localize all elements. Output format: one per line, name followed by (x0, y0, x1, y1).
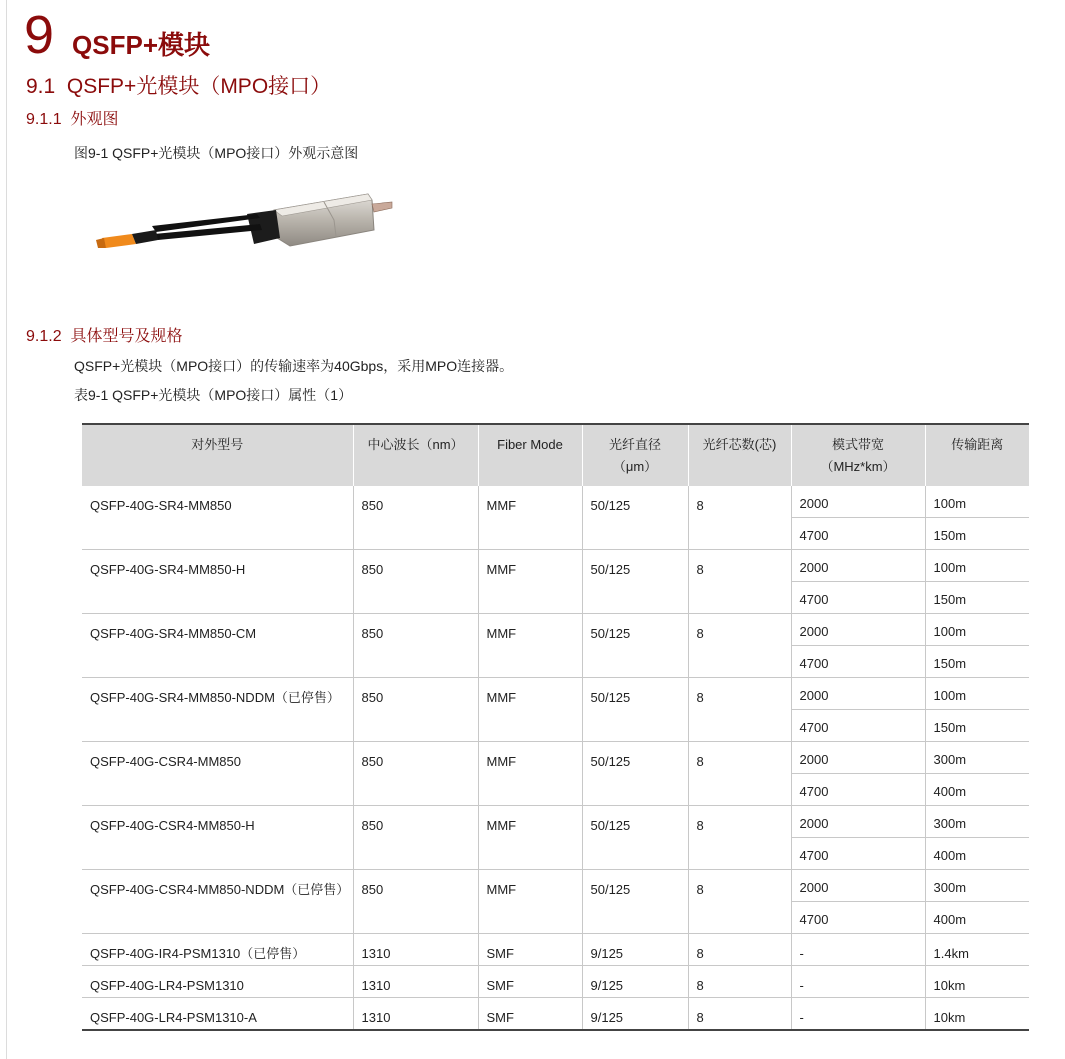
cell-model: QSFP-40G-SR4-MM850-CM (82, 614, 353, 678)
cell-model: QSFP-40G-SR4-MM850-NDDM（已停售） (82, 678, 353, 742)
cell-distance: 100m (925, 678, 1029, 710)
cell-distance: 300m (925, 742, 1029, 774)
cell-wavelength: 850 (353, 806, 478, 870)
cell-wavelength: 850 (353, 678, 478, 742)
cell-distance: 100m (925, 486, 1029, 518)
cell-distance: 150m (925, 582, 1029, 614)
cell-fiber-cores: 8 (688, 806, 791, 870)
table-caption: 表9-1 QSFP+光模块（MPO接口）属性（1） (74, 387, 353, 403)
cell-fiber-mode: SMF (478, 966, 582, 998)
spec-paragraph: QSFP+光模块（MPO接口）的传输速率为40Gbps，采用MPO连接器。 (74, 358, 514, 374)
cell-wavelength: 1310 (353, 966, 478, 998)
subsection-title: 具体型号及规格 (70, 328, 183, 345)
cell-model: QSFP-40G-IR4-PSM1310（已停售） (82, 934, 353, 966)
header-fiber-cores: 光纤芯数(芯) (688, 424, 791, 486)
cell-fiber-diameter: 9/125 (582, 966, 688, 998)
cell-wavelength: 1310 (353, 998, 478, 1031)
subsection-heading-specs (26, 323, 183, 346)
cell-fiber-mode: MMF (478, 742, 582, 806)
chapter-title: QSFP+模块 (72, 30, 211, 60)
cell-fiber-cores: 8 (688, 966, 791, 998)
cell-wavelength: 850 (353, 614, 478, 678)
left-margin-rule (6, 0, 7, 1059)
table-row (82, 966, 1029, 998)
header-wavelength: 中心波长（nm） (353, 424, 478, 486)
cell-fiber-diameter: 50/125 (582, 550, 688, 614)
spec-table (82, 423, 1029, 1031)
cell-wavelength: 1310 (353, 934, 478, 966)
cell-modal-bandwidth: 2000 (791, 806, 925, 838)
qsfp-module-image (92, 186, 402, 266)
cell-distance: 100m (925, 614, 1029, 646)
cell-distance: 300m (925, 870, 1029, 902)
table-row (82, 998, 1029, 1031)
table-row (82, 486, 1029, 518)
cell-fiber-diameter: 50/125 (582, 486, 688, 550)
cell-modal-bandwidth: 4700 (791, 582, 925, 614)
header-distance: 传输距离 (925, 424, 1029, 486)
cell-modal-bandwidth: 2000 (791, 614, 925, 646)
cell-fiber-cores: 8 (688, 742, 791, 806)
table-body (82, 486, 1029, 1030)
cell-modal-bandwidth: - (791, 966, 925, 998)
cell-fiber-cores: 8 (688, 678, 791, 742)
cell-modal-bandwidth: 2000 (791, 870, 925, 902)
cell-model: QSFP-40G-LR4-PSM1310 (82, 966, 353, 998)
header-model: 对外型号 (82, 424, 353, 486)
cell-fiber-mode: SMF (478, 934, 582, 966)
cell-fiber-diameter: 50/125 (582, 742, 688, 806)
cell-fiber-diameter: 50/125 (582, 678, 688, 742)
cell-model: QSFP-40G-SR4-MM850 (82, 486, 353, 550)
header-fiber-diameter: 光纤直径（μm） (582, 424, 688, 486)
subsection-number: 9.1.2 (26, 328, 62, 345)
cell-distance: 400m (925, 838, 1029, 870)
cell-distance: 150m (925, 710, 1029, 742)
cell-model: QSFP-40G-CSR4-MM850-H (82, 806, 353, 870)
subsection-number: 9.1.1 (26, 111, 62, 128)
cell-distance: 10km (925, 998, 1029, 1031)
header-fiber-mode: Fiber Mode (478, 424, 582, 486)
cell-wavelength: 850 (353, 870, 478, 934)
table-row (82, 678, 1029, 710)
cell-fiber-mode: MMF (478, 550, 582, 614)
cell-fiber-mode: MMF (478, 486, 582, 550)
cell-modal-bandwidth: 4700 (791, 518, 925, 550)
table-row (82, 806, 1029, 838)
cell-modal-bandwidth: 4700 (791, 774, 925, 806)
table-row (82, 742, 1029, 774)
cell-wavelength: 850 (353, 486, 478, 550)
cell-distance: 400m (925, 902, 1029, 934)
table-row (82, 870, 1029, 902)
section-number: 9.1 (26, 75, 56, 98)
cell-distance: 400m (925, 774, 1029, 806)
cell-modal-bandwidth: 4700 (791, 902, 925, 934)
cell-fiber-mode: SMF (478, 998, 582, 1031)
cell-modal-bandwidth: 4700 (791, 710, 925, 742)
cell-model: QSFP-40G-CSR4-MM850 (82, 742, 353, 806)
cell-modal-bandwidth: 2000 (791, 486, 925, 518)
cell-fiber-cores: 8 (688, 486, 791, 550)
figure-caption: 图9-1 QSFP+光模块（MPO接口）外观示意图 (74, 145, 359, 161)
cell-wavelength: 850 (353, 742, 478, 806)
cell-modal-bandwidth: 2000 (791, 678, 925, 710)
cell-distance: 100m (925, 550, 1029, 582)
cell-fiber-cores: 8 (688, 934, 791, 966)
cell-distance: 150m (925, 518, 1029, 550)
cell-fiber-diameter: 9/125 (582, 934, 688, 966)
section-heading (26, 70, 331, 100)
cell-modal-bandwidth: 4700 (791, 838, 925, 870)
cell-distance: 150m (925, 646, 1029, 678)
cell-modal-bandwidth: - (791, 998, 925, 1031)
section-title: QSFP+光模块（MPO接口） (66, 75, 332, 98)
cell-modal-bandwidth: - (791, 934, 925, 966)
cell-modal-bandwidth: 2000 (791, 742, 925, 774)
cell-fiber-mode: MMF (478, 614, 582, 678)
cell-fiber-cores: 8 (688, 614, 791, 678)
cell-fiber-diameter: 50/125 (582, 614, 688, 678)
table-row (82, 934, 1029, 966)
cell-modal-bandwidth: 4700 (791, 646, 925, 678)
cell-model: QSFP-40G-LR4-PSM1310-A (82, 998, 353, 1031)
cell-fiber-cores: 8 (688, 998, 791, 1031)
chapter-heading (24, 2, 210, 68)
cell-fiber-diameter: 50/125 (582, 870, 688, 934)
cell-wavelength: 850 (353, 550, 478, 614)
subsection-title: 外观图 (70, 111, 119, 128)
cell-distance: 1.4km (925, 934, 1029, 966)
header-modal-bandwidth: 模式带宽（MHz*km） (791, 424, 925, 486)
cell-distance: 10km (925, 966, 1029, 998)
cell-fiber-mode: MMF (478, 870, 582, 934)
cell-fiber-cores: 8 (688, 870, 791, 934)
table-header-row (82, 424, 1029, 486)
cell-fiber-diameter: 9/125 (582, 998, 688, 1031)
cell-fiber-diameter: 50/125 (582, 806, 688, 870)
table-row (82, 614, 1029, 646)
subsection-heading-appearance (26, 106, 119, 129)
table-row (82, 550, 1029, 582)
cell-distance: 300m (925, 806, 1029, 838)
cell-fiber-cores: 8 (688, 550, 791, 614)
cell-modal-bandwidth: 2000 (791, 550, 925, 582)
cell-model: QSFP-40G-CSR4-MM850-NDDM（已停售） (82, 870, 353, 934)
chapter-number: 9 (24, 5, 55, 65)
cell-model: QSFP-40G-SR4-MM850-H (82, 550, 353, 614)
cell-fiber-mode: MMF (478, 678, 582, 742)
cell-fiber-mode: MMF (478, 806, 582, 870)
